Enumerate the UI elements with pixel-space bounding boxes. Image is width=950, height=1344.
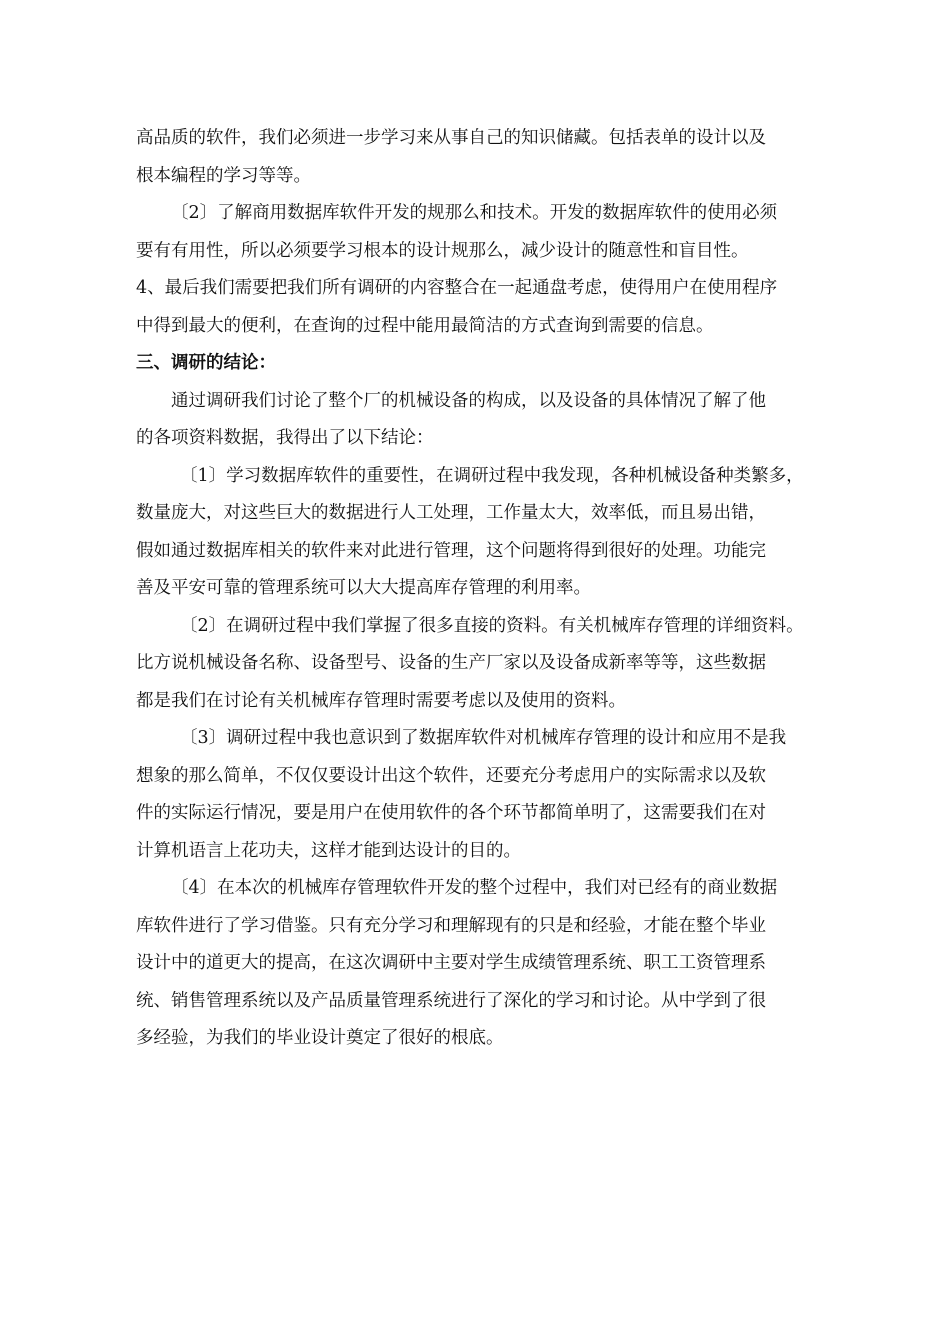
body-line: 件的实际运行情况，要是用户在使用软件的各个环节都简单明了，这需要我们在对 [136, 803, 766, 823]
body-line: 库软件进行了学习借鉴。只有充分学习和理解现有的只是和经验，才能在整个毕业 [136, 915, 766, 936]
body-line: 〔2〕了解商用数据库软件开发的规那么和技术。开发的数据库软件的使用必须 [171, 203, 778, 223]
body-line: 〔1〕学习数据库软件的重要性，在调研过程中我发现，各种机械设备种类繁多， [180, 465, 804, 486]
body-line: 高品质的软件，我们必须进一步学习来从事自己的知识储藏。包括表单的设计以及 [136, 128, 766, 148]
body-line: 统、销售管理系统以及产品质量管理系统进行了深化的学习和讨论。从中学到了很 [136, 990, 766, 1011]
body-line: 根本编程的学习等等。 [136, 165, 311, 186]
body-line: 都是我们在讨论有关机械库存管理时需要考虑以及使用的资料。 [136, 690, 626, 711]
body-line: 假如通过数据库相关的软件来对此进行管理，这个问题将得到很好的处理。功能完 [136, 540, 766, 561]
body-line: 〔4〕在本次的机械库存管理软件开发的整个过程中，我们对已经有的商业数据 [171, 878, 778, 898]
body-line: 中得到最大的便利，在查询的过程中能用最简洁的方式查询到需要的信息。 [136, 315, 714, 336]
section-heading: 三、调研的结论： [136, 353, 276, 373]
body-line: 善及平安可靠的管理系统可以大大提高库存管理的利用率。 [136, 578, 591, 598]
body-line: 比方说机械设备名称、设备型号、设备的生产厂家以及设备成新率等等，这些数据 [136, 653, 766, 673]
body-line: 〔2〕在调研过程中我们掌握了很多直接的资料。有关机械库存管理的详细资料。 [180, 615, 804, 636]
body-line: 想象的那么简单，不仅仅要设计出这个软件，还要充分考虑用户的实际需求以及软 [136, 765, 766, 786]
body-line: 要有有用性，所以必须要学习根本的设计规那么，减少设计的随意性和盲目性。 [136, 240, 749, 261]
body-line: 多经验，为我们的毕业设计奠定了很好的根底。 [136, 1028, 504, 1048]
body-line: 设计中的道更大的提高，在这次调研中主要对学生成绩管理系统、职工工资管理系 [136, 953, 766, 973]
body-line: 〔3〕调研过程中我也意识到了数据库软件对机械库存管理的设计和应用不是我 [180, 728, 787, 748]
body-line: 通过调研我们讨论了整个厂的机械设备的构成，以及设备的具体情况了解了他 [171, 390, 766, 411]
body-line: 计算机语言上花功夫，这样才能到达设计的目的。 [136, 840, 521, 861]
document-body [136, 120, 856, 1058]
body-line: 的各项资料数据，我得出了以下结论： [136, 428, 434, 448]
body-line: 4、最后我们需要把我们所有调研的内容整合在一起通盘考虑，使得用户在使用程序 [136, 278, 778, 298]
body-line: 数量庞大，对这些巨大的数据进行人工处理，工作量太大，效率低，而且易出错， [136, 503, 766, 523]
